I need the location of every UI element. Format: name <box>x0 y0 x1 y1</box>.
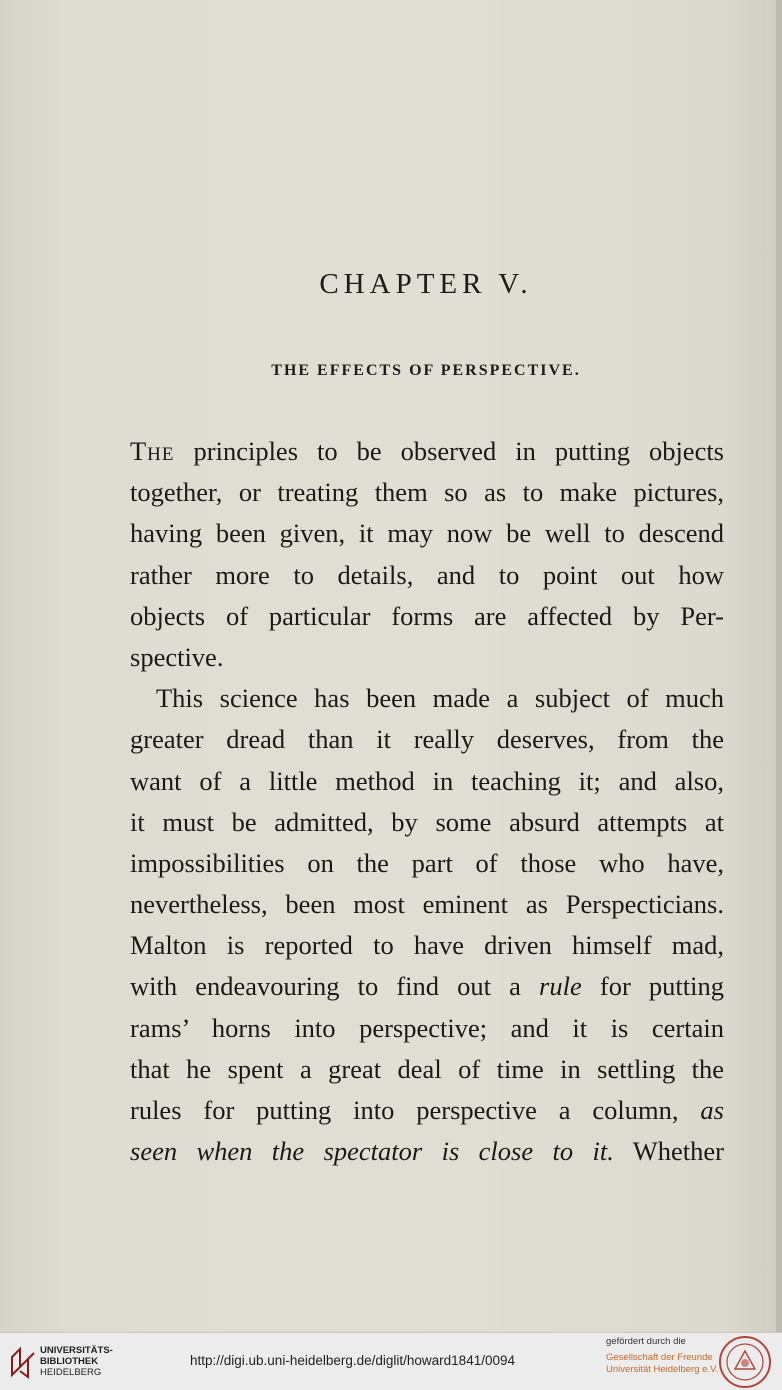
text-line <box>130 843 724 884</box>
text-span: This science has been made a subject of much <box>156 683 724 714</box>
text-line <box>130 637 724 678</box>
text-line <box>130 472 724 513</box>
library-name-line2: BIBLIOTHEK <box>40 1356 99 1367</box>
text-line <box>130 884 724 925</box>
text-line <box>130 1008 724 1049</box>
permalink-url[interactable]: http://digi.ub.uni-heidelberg.de/diglit/howard1841/0094 <box>190 1353 515 1368</box>
italic-text: as <box>700 1095 724 1125</box>
text-line <box>130 1049 724 1090</box>
ub-heidelberg-logo-icon[interactable] <box>8 1343 36 1379</box>
chapter-subtitle: THE EFFECTS OF PERSPECTIVE. <box>271 362 581 379</box>
text-span: rules for putting into perspective a column, <box>130 1095 701 1125</box>
page-edge <box>776 0 782 1332</box>
text-line <box>130 719 724 760</box>
text-line <box>130 761 724 802</box>
text-span: nevertheless, been most eminent as Perspecticians. <box>130 889 724 920</box>
italic-text: rule <box>539 971 582 1002</box>
text-span: greater dread than it really deserves, from the <box>130 724 724 755</box>
sponsor-line1: Gesellschaft der Freunde <box>606 1352 713 1363</box>
text-span: it must be admitted, by some absurd attempts at <box>130 806 724 837</box>
text-span: rather more to details, and to point out how <box>130 559 724 590</box>
text-span: for putting <box>581 971 724 1002</box>
sponsor-line2: Universität Heidelberg e.V. <box>606 1364 719 1375</box>
viewer-footer <box>0 1332 782 1390</box>
body-text <box>130 431 724 1172</box>
text-span: Whether <box>613 1136 724 1167</box>
text-line <box>130 1090 724 1131</box>
text-line <box>130 1131 724 1172</box>
text-line <box>130 802 724 843</box>
chapter-title: CHAPTER V. <box>319 268 533 300</box>
text-span: Malton is reported to have driven himself mad, <box>130 930 724 961</box>
library-name-line1: UNIVERSITÄTS- <box>40 1345 113 1356</box>
text-span: with endeavouring to find out a <box>130 971 540 1002</box>
text-line <box>130 925 724 966</box>
sponsor-name[interactable] <box>606 1352 718 1376</box>
funded-by-label: gefördert durch die <box>606 1336 686 1347</box>
text-line <box>130 678 724 719</box>
text-span: that he spent a great deal of time in settling the <box>130 1053 724 1084</box>
text-span: The <box>130 436 175 466</box>
text-span: objects of particular forms are affected by Per- <box>130 600 724 631</box>
italic-text: seen when the spectator is close to it. <box>130 1136 614 1167</box>
text-line <box>130 596 724 637</box>
university-seal-icon[interactable] <box>718 1335 772 1389</box>
text-span: together, or treating them so as to make pictures, <box>130 477 724 508</box>
text-span: impossibilities on the part of those who have, <box>130 847 724 878</box>
library-name-line3: HEIDELBERG <box>40 1367 102 1378</box>
text-line <box>130 966 724 1007</box>
text-line <box>130 555 724 596</box>
text-line <box>130 431 724 472</box>
text-span: having been given, it may now be well to descend <box>130 518 724 549</box>
text-line <box>130 513 724 554</box>
text-span: want of a little method in teaching it; and also, <box>130 765 724 796</box>
text-span: spective. <box>130 641 224 672</box>
text-span: principles to be observed in putting objects <box>174 436 724 466</box>
text-span: rams’ horns into perspective; and it is certain <box>130 1012 724 1043</box>
library-name[interactable] <box>40 1345 113 1378</box>
